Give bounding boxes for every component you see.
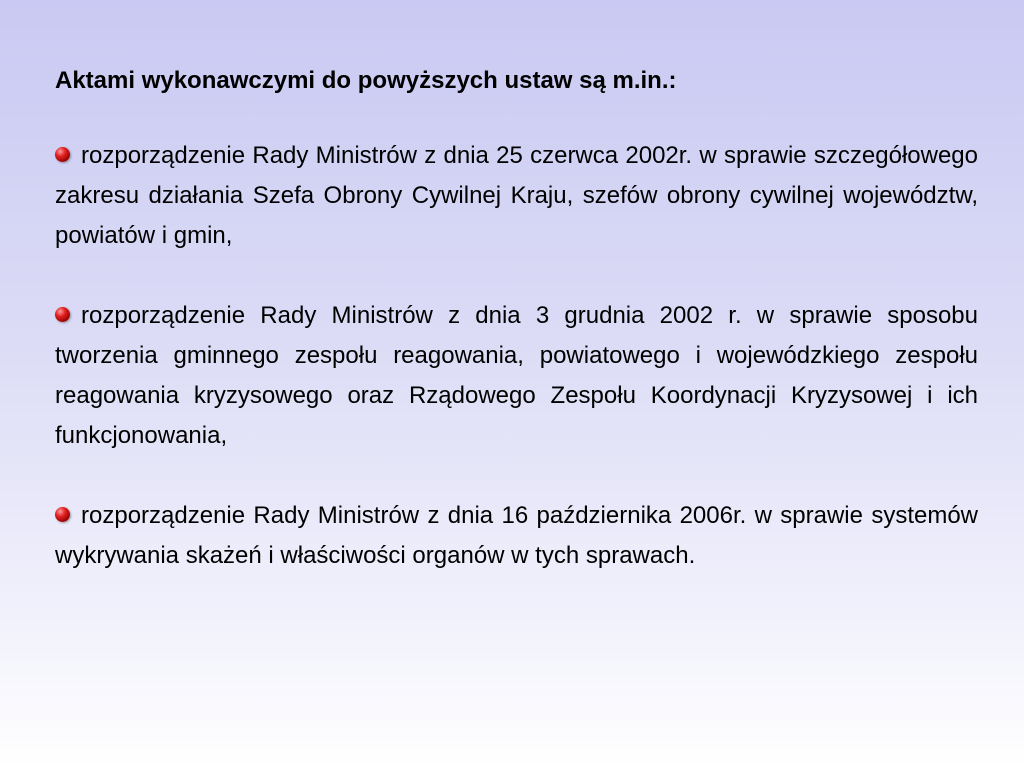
slide-heading: Aktami wykonawczymi do powyższych ustaw są m.in.: — [55, 67, 677, 94]
list-item-text: rozporządzenie Rady Ministrów z dnia 3 grudnia 2002 r. w sprawie sposobu tworzenia gminnego zespołu reagowania, powiatowego i wojewódzkiego zespołu reagowania kryzysowego oraz Rządowego Zespołu Koordynacji Kryzysowej i ich funkcjonowania, — [55, 302, 978, 449]
list-item-text: rozporządzenie Rady Ministrów z dnia 16 października 2006r. w sprawie systemów wykrywania skażeń i właściwości organów w tych sprawach. — [55, 502, 978, 569]
red-ball-bullet-icon — [55, 307, 70, 322]
list-item — [55, 496, 978, 576]
red-ball-bullet-icon — [55, 147, 70, 162]
slide-content — [55, 62, 978, 616]
red-ball-bullet-icon — [55, 507, 70, 522]
list-item — [55, 136, 978, 256]
list-item — [55, 296, 978, 456]
list-item-text: rozporządzenie Rady Ministrów z dnia 25 czerwca 2002r. w sprawie szczegółowego zakresu działania Szefa Obrony Cywilnej Kraju, szefów obrony cywilnej województw, powiatów i gmin, — [55, 142, 978, 249]
